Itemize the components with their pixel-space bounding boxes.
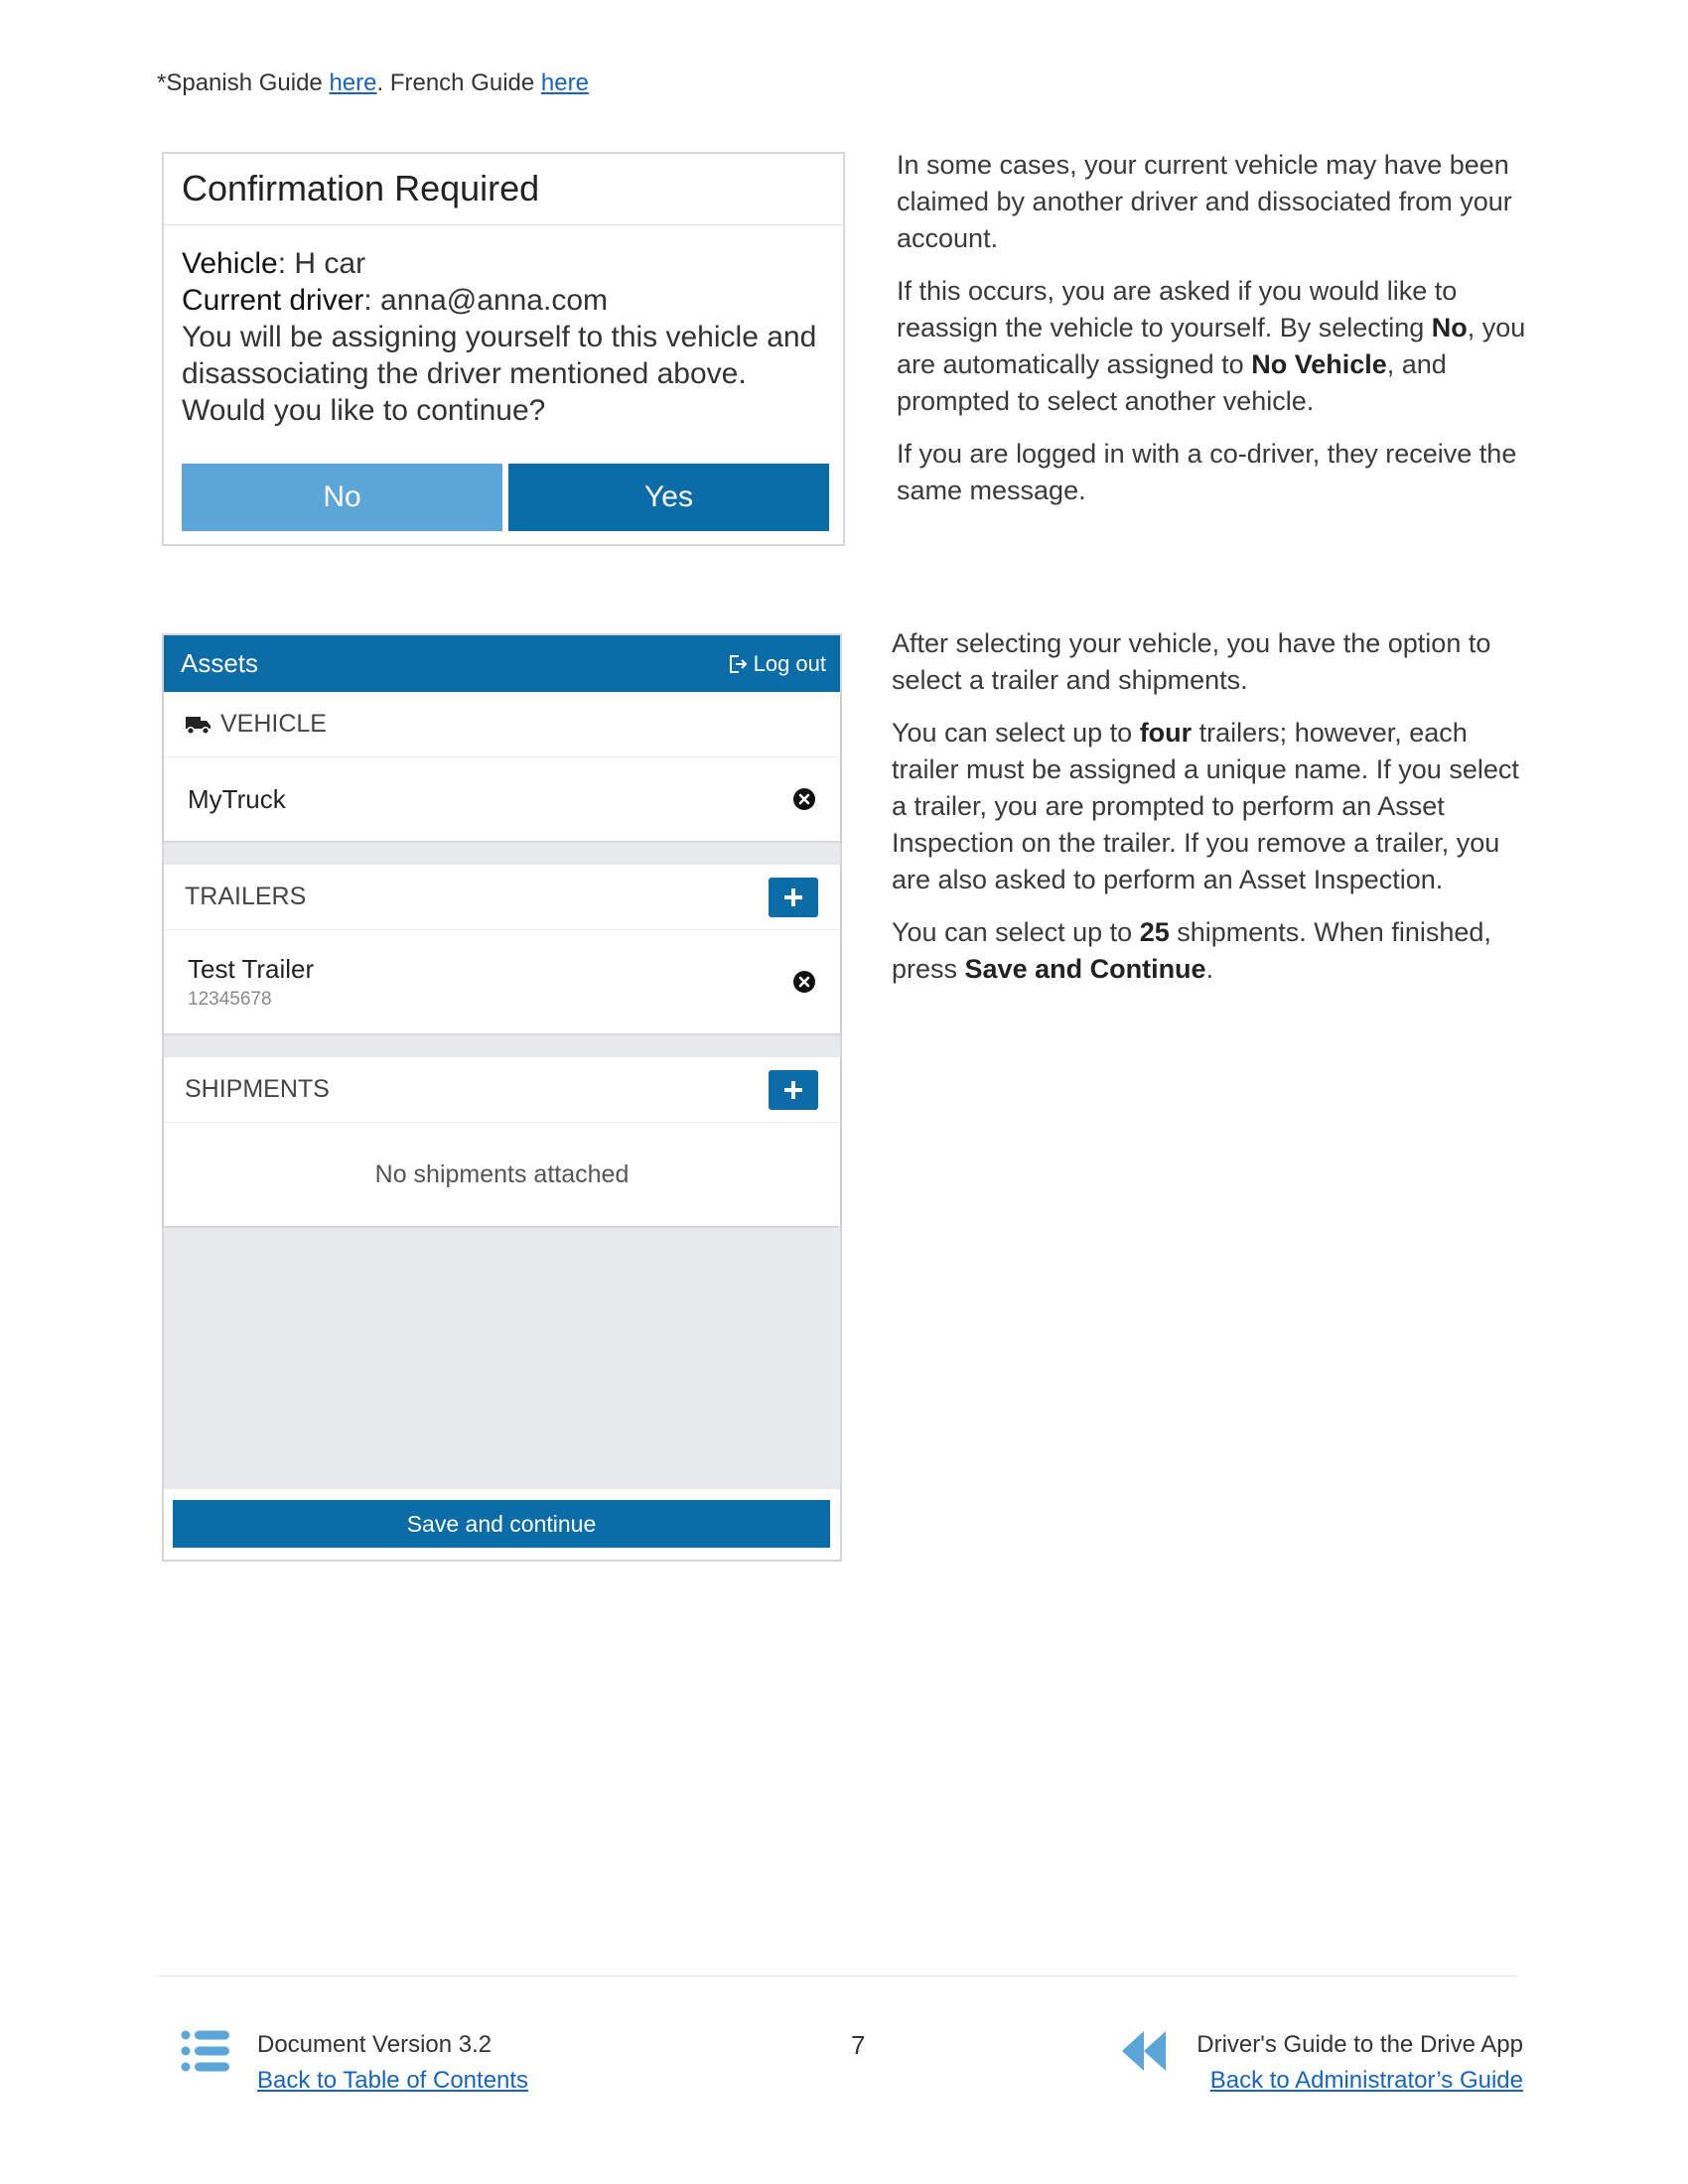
guide-title: Driver's Guide to the Drive App — [1196, 2031, 1523, 2058]
footer-left — [257, 2027, 528, 2099]
french-guide-link[interactable]: here — [540, 69, 589, 96]
language-guide-line — [157, 69, 589, 97]
shipments-section-header — [164, 1057, 840, 1123]
paragraph — [892, 914, 1527, 988]
dialog-title: Confirmation Required — [164, 154, 843, 225]
dialog-buttons — [182, 464, 829, 531]
trailer-id: 12345678 — [188, 988, 272, 1010]
assets-screen — [162, 633, 842, 1562]
bold-no-vehicle: No Vehicle — [1251, 349, 1387, 379]
truck-icon — [185, 714, 212, 736]
paragraph: If you are logged in with a co-driver, they receive the same message. — [897, 439, 1517, 505]
double-back-arrow-icon[interactable] — [1120, 2029, 1168, 2073]
back-to-admin-guide-link[interactable]: Back to Administrator’s Guide — [1209, 2067, 1523, 2094]
assets-title: Assets — [181, 648, 259, 678]
plus-icon — [782, 1079, 804, 1101]
vehicle-value: : H car — [277, 247, 366, 280]
no-button[interactable]: No — [182, 464, 502, 531]
driver-line — [182, 282, 825, 319]
add-trailer-button[interactable] — [769, 878, 818, 917]
bold-four: four — [1139, 718, 1193, 748]
text-run: , and prompted to select another vehicle. — [897, 349, 1447, 416]
footer-divider — [157, 1976, 1517, 1977]
text-run: . — [1205, 954, 1214, 984]
message-line-3: Would you like to continue? — [182, 394, 546, 427]
vehicle-card — [164, 692, 840, 841]
text-run: You can select up to — [892, 718, 1140, 748]
vehicle-row[interactable] — [164, 757, 840, 841]
paragraph — [892, 715, 1527, 898]
text-run: , you are automatically assigned to — [897, 313, 1526, 379]
driver-value: : anna@anna.com — [363, 284, 609, 317]
vehicle-line — [182, 245, 825, 282]
vehicle-section-header — [164, 692, 840, 757]
trailer-row[interactable] — [164, 930, 840, 1033]
remove-trailer-icon[interactable] — [792, 970, 816, 994]
trailers-section-label: TRAILERS — [185, 883, 307, 910]
vehicle-label: Vehicle — [182, 247, 278, 280]
driver-label: Current driver — [182, 284, 364, 317]
message-line-2: disassociating the driver mentioned above. — [182, 357, 747, 390]
trailers-section-header — [164, 865, 840, 930]
shipments-empty-message: No shipments attached — [374, 1160, 630, 1188]
paragraph: In some cases, your current vehicle may have been claimed by another driver and dissociated from your account. — [897, 150, 1512, 253]
dialog-body — [164, 225, 843, 429]
footer-right — [1196, 2027, 1523, 2099]
text-run: trailers; however, each trailer must be assigned a unique name. If you select a trailer, you are prompted to perform an Asset Inspection on the trailer. If you remove a trailer, you are also asked to perform an Asset Inspection. — [892, 718, 1519, 894]
trailer-name: Test Trailer — [188, 953, 315, 984]
page-number: 7 — [851, 2030, 866, 2060]
document-version: Document Version 3.2 — [257, 2031, 492, 2058]
shipments-section-label: SHIPMENTS — [185, 1075, 330, 1103]
bold-save-and-continue: Save and Continue — [964, 954, 1206, 984]
spanish-guide-link[interactable]: here — [329, 69, 377, 96]
language-middle: . French Guide — [376, 69, 541, 96]
paragraph: After selecting your vehicle, you have the option to select a trailer and shipments. — [892, 628, 1491, 695]
language-prefix: *Spanish Guide — [157, 69, 330, 96]
logout-label: Log out — [753, 650, 826, 676]
bold-no: No — [1431, 313, 1468, 342]
save-and-continue-button[interactable]: Save and continue — [173, 1500, 830, 1548]
plus-icon — [782, 887, 804, 908]
logout-icon — [728, 654, 748, 674]
bold-25: 25 — [1139, 917, 1170, 947]
assets-explanation — [892, 625, 1527, 1004]
table-of-contents-icon[interactable] — [181, 2029, 230, 2073]
message-line-1: You will be assigning yourself to this vehicle and — [182, 321, 817, 353]
text-run: If this occurs, you are asked if you would like to reassign the vehicle to yourself. By selecting — [897, 276, 1458, 342]
logout-button[interactable] — [728, 651, 826, 677]
shipments-card — [164, 1057, 840, 1226]
text-run: You can select up to — [892, 917, 1140, 947]
trailers-card — [164, 865, 840, 1033]
paragraph — [897, 273, 1552, 420]
confirmation-dialog — [162, 152, 845, 546]
remove-vehicle-icon[interactable] — [792, 787, 816, 811]
assets-header — [164, 635, 840, 692]
yes-button[interactable]: Yes — [508, 464, 829, 531]
back-to-toc-link[interactable]: Back to Table of Contents — [257, 2067, 529, 2094]
vehicle-name: MyTruck — [188, 783, 286, 814]
reassign-explanation — [897, 147, 1552, 525]
text-run: shipments. When finished, press — [892, 917, 1491, 984]
add-shipment-button[interactable] — [769, 1070, 818, 1110]
vehicle-section-label: VEHICLE — [220, 710, 327, 738]
